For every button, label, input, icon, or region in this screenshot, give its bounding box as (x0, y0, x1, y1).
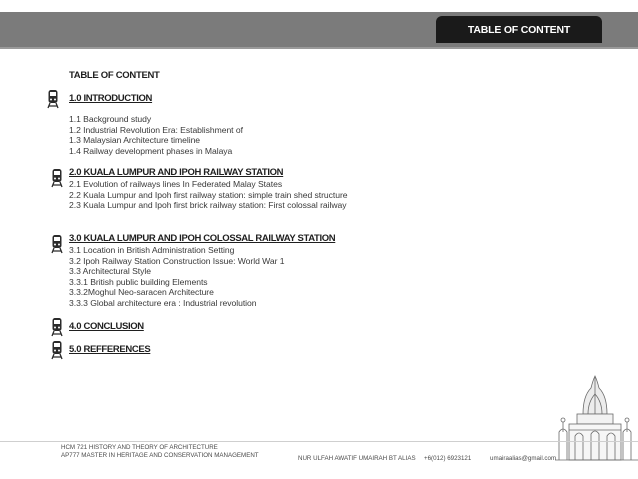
toc-item[interactable]: 2.1 Evolution of railways lines In Federated Malay States (69, 179, 283, 189)
section-heading[interactable]: 5.0 REFFERENCES (69, 344, 151, 355)
footer-course-info (61, 444, 259, 460)
footer-phone: +6(012) 6923121 (424, 455, 472, 462)
train-icon (47, 89, 59, 109)
section-5 (69, 344, 150, 356)
toc-item[interactable]: 2.3 Kuala Lumpur and Ipoh first brick railway station: First colossal railway (69, 200, 347, 211)
toc-item[interactable]: 2.2 Kuala Lumpur and Ipoh first railway station: simple train shed structure (69, 189, 348, 200)
section-heading[interactable]: 2.0 KUALA LUMPUR AND IPOH RAILWAY STATION (69, 167, 284, 178)
toc-item[interactable]: 1.3 Malaysian Architecture timeline (69, 135, 201, 146)
header-band-edge (0, 47, 638, 49)
toc-item[interactable]: 1.4 Railway development phases in Malaya (69, 145, 233, 156)
toc-item[interactable]: 1.1 Background study (69, 114, 152, 124)
train-icon (51, 168, 63, 188)
footer-email[interactable]: umairaalias@gmail.com (490, 455, 557, 462)
train-icon (51, 234, 63, 254)
railway-station-building-illustration (555, 374, 638, 464)
footer-author: NUR ULFAH AWATIF UMAIRAH BT ALIAS (298, 455, 416, 462)
section-1 (69, 93, 243, 156)
toc-item[interactable]: 3.1 Location in British Administration Setting (69, 245, 235, 255)
footer-course-line1: HCM 721 HISTORY AND THEORY OF ARCHITECTURE (61, 444, 218, 451)
toc-item[interactable]: 3.3.2Moghul Neo-saracen Architecture (69, 287, 214, 298)
section-3 (69, 233, 335, 309)
toc-item[interactable]: 3.3 Architectural Style (69, 266, 151, 277)
train-icon (51, 317, 63, 337)
header-tab-label: TABLE OF CONTENT (467, 23, 571, 36)
header-tab (436, 16, 602, 43)
section-heading[interactable]: 3.0 KUALA LUMPUR AND IPOH COLOSSAL RAILWAY STATION (69, 233, 336, 244)
section-heading[interactable]: 1.0 INTRODUCTION (69, 93, 153, 104)
toc-item[interactable]: 3.3.1 British public building Elements (69, 276, 208, 287)
footer-divider (0, 441, 638, 442)
train-icon (51, 340, 63, 360)
toc-item[interactable]: 1.2 Industrial Revolution Era: Establishment of (69, 124, 243, 135)
toc-item[interactable]: 3.2 Ipoh Railway Station Construction Issue: World War 1 (69, 255, 285, 266)
toc-title: TABLE OF CONTENT (69, 70, 160, 81)
section-2 (69, 167, 348, 211)
section-heading[interactable]: 4.0 CONCLUSION (69, 321, 144, 332)
footer-course-line2: AP777 MASTER IN HERITAGE AND CONSERVATION MANAGEMENT (61, 452, 259, 459)
section-4 (69, 321, 144, 333)
toc-item[interactable]: 3.3.3 Global architecture era : Industrial revolution (69, 297, 257, 308)
